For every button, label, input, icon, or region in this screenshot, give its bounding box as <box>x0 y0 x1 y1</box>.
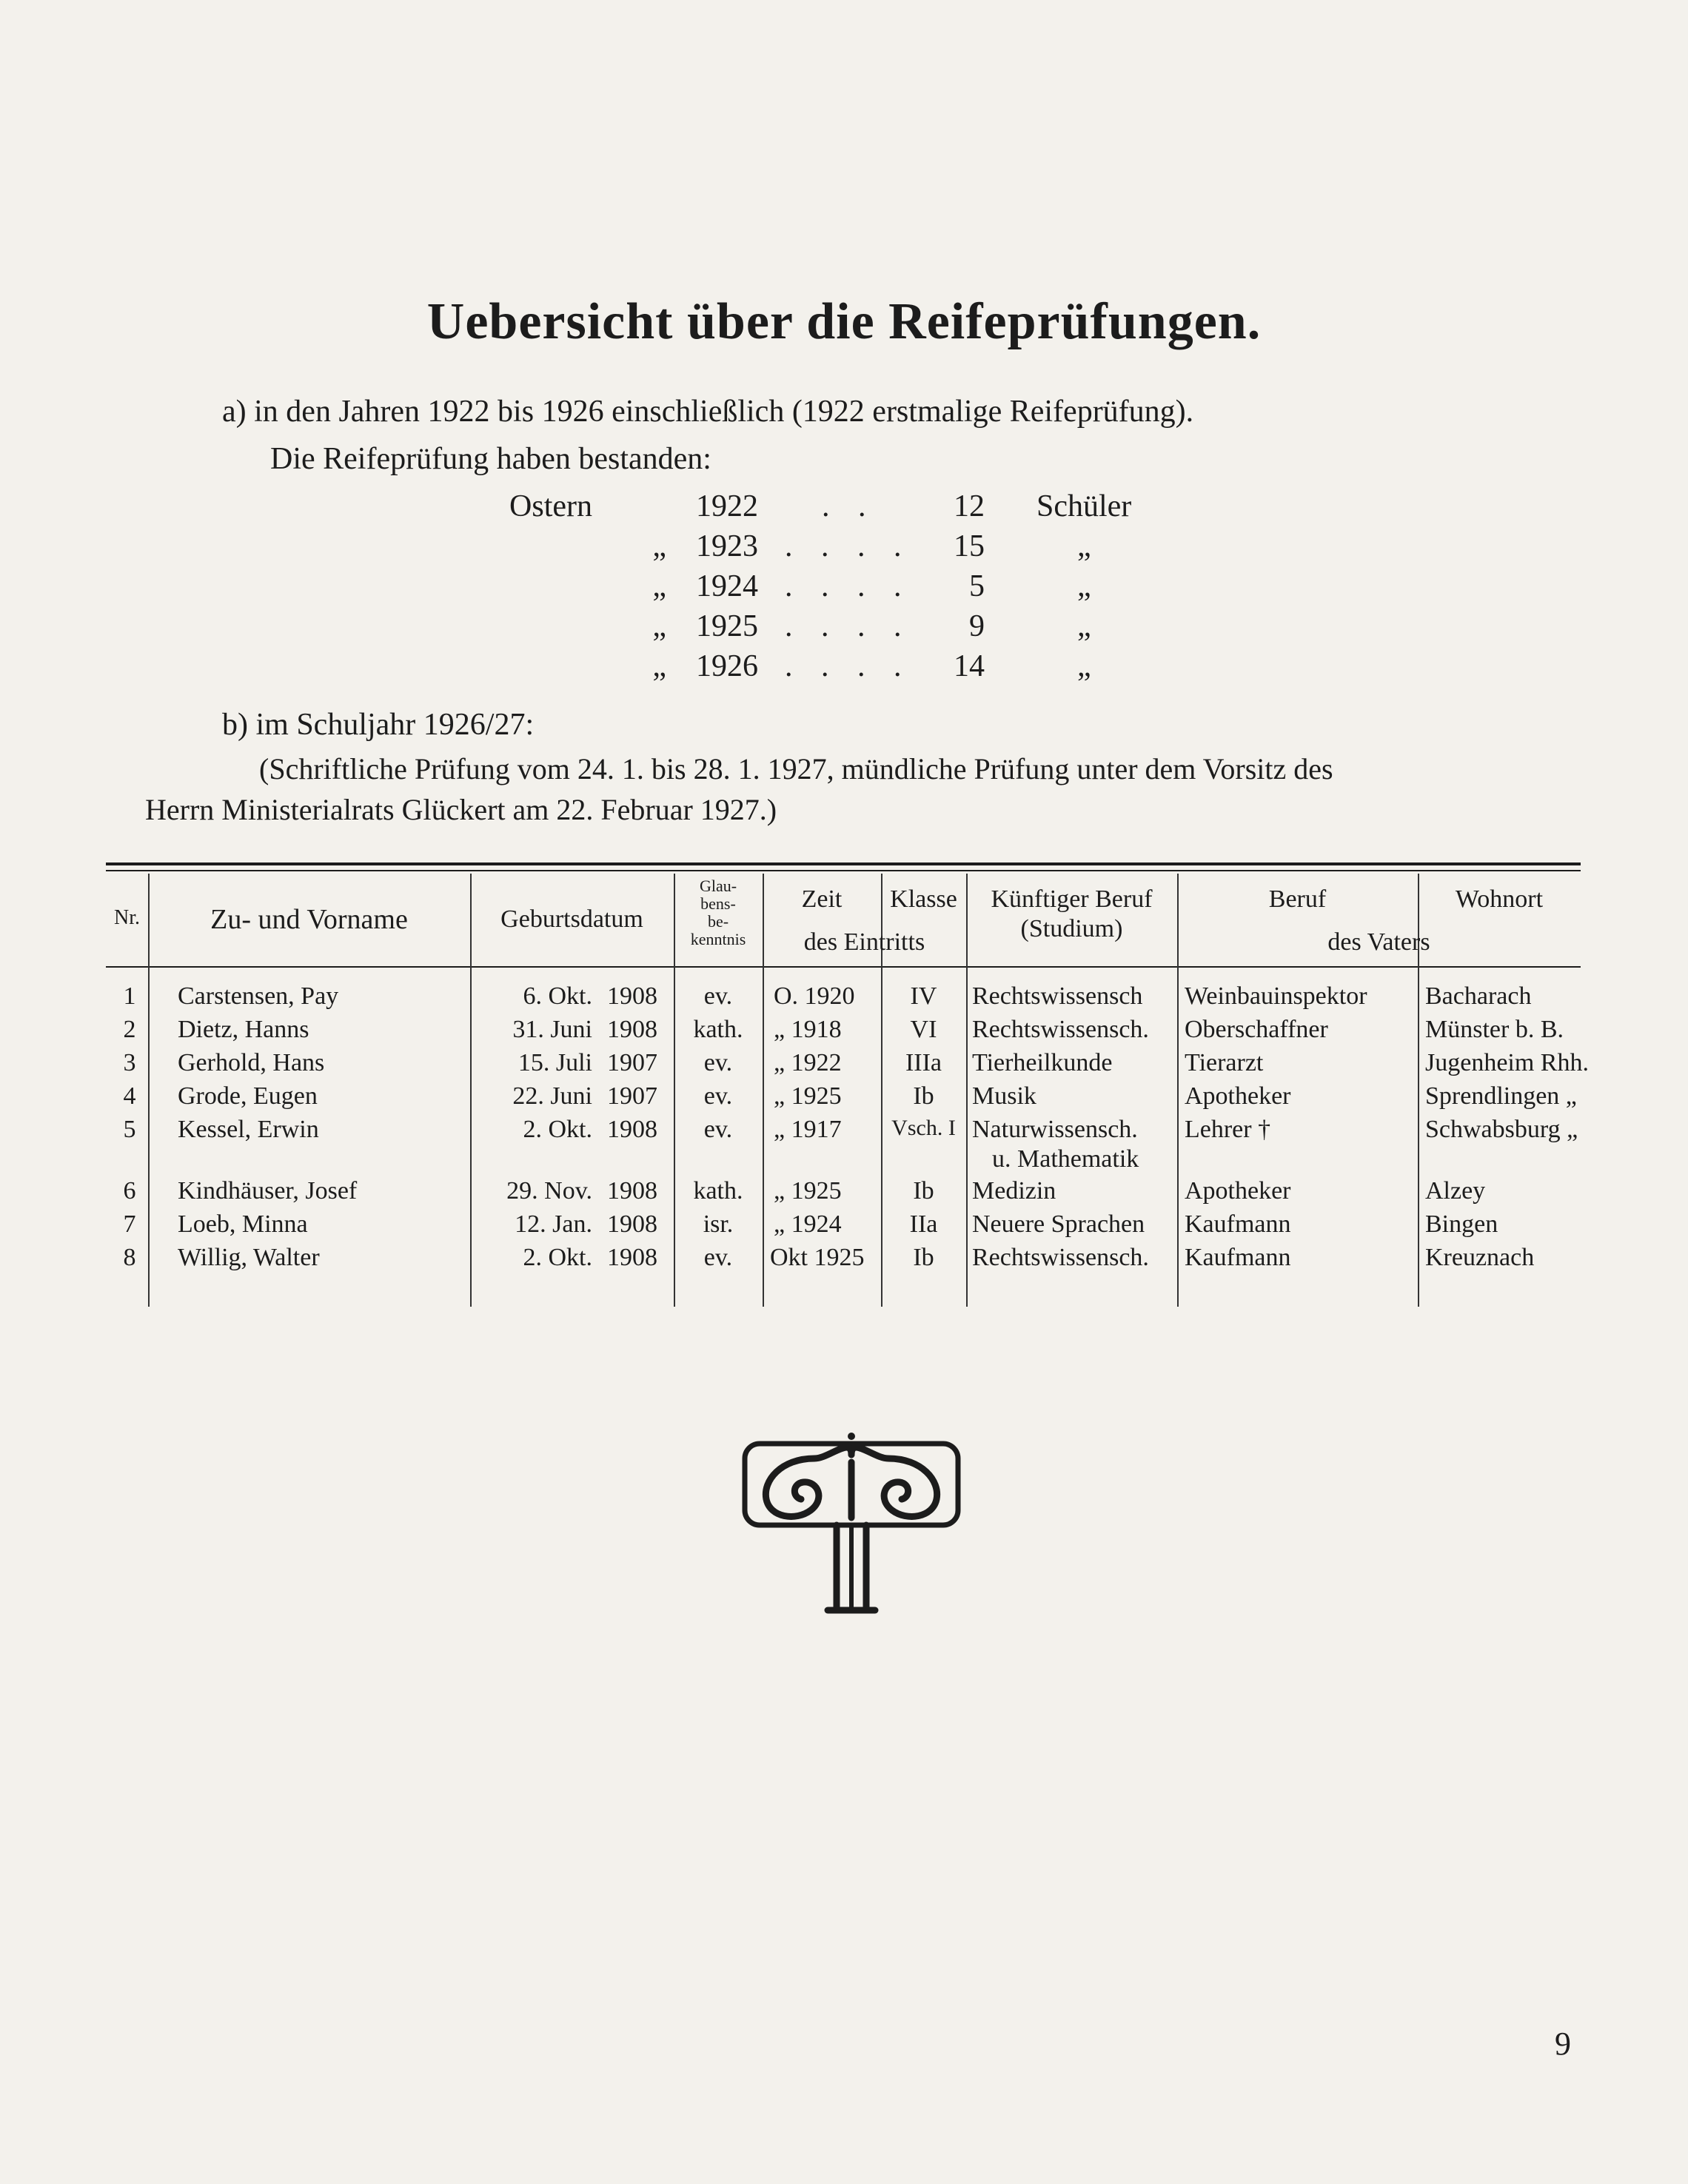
cell-faith: ev. <box>703 1049 733 1076</box>
cell-wohnort: Kreuznach <box>1425 1244 1535 1271</box>
cell-beruf: Apotheker <box>1185 1082 1291 1110</box>
cell-klasse: Vsch. I <box>891 1116 956 1140</box>
cell-klasse: IIIa <box>905 1049 942 1076</box>
header-nr: Nr. <box>114 906 140 929</box>
header-faith-line: Glau- <box>699 877 737 895</box>
cell-beruf: Oberschaffner <box>1185 1016 1328 1043</box>
table-top-rule-thin <box>106 870 1581 871</box>
cell-name: Loeb, Minna <box>178 1210 308 1238</box>
header-birth: Geburtsdatum <box>500 905 643 933</box>
cell-birth-year: 1908 <box>607 1244 657 1271</box>
header-zeit: Zeit <box>801 885 843 913</box>
cell-faith: ev. <box>703 1082 733 1110</box>
cell-wohnort: Sprendlingen „ <box>1425 1082 1577 1110</box>
page-title: Uebersicht über die Reifeprüfungen. <box>426 293 1262 350</box>
header-faith-line: kenntnis <box>690 930 746 948</box>
cell-wohnort: Jugenheim Rhh. <box>1425 1049 1589 1076</box>
column-divider <box>470 874 472 1307</box>
cell-name: Dietz, Hanns <box>178 1016 309 1043</box>
count-number: 9 <box>969 609 985 643</box>
count-year: 1926 <box>696 649 758 683</box>
cell-career: Rechtswissensch. <box>972 1016 1149 1043</box>
header-career-line: Künftiger Beruf <box>991 885 1153 913</box>
count-unit: „ <box>1077 609 1091 643</box>
cell-nr: 5 <box>123 1116 136 1143</box>
cell-career: Medizin <box>972 1177 1056 1205</box>
section-a-intro: Die Reifeprüfung haben bestanden: <box>270 442 711 476</box>
count-label: „ <box>652 649 666 683</box>
cell-zeit: O. 1920 <box>774 982 855 1010</box>
column-divider <box>148 874 150 1307</box>
header-name: Zu- und Vorname <box>210 904 408 935</box>
cell-faith: ev. <box>703 982 733 1010</box>
cell-beruf: Kaufmann <box>1185 1210 1291 1238</box>
count-year: 1922 <box>696 489 758 523</box>
header-faith-line: bens- <box>700 894 736 913</box>
count-year: 1925 <box>696 609 758 643</box>
cell-beruf: Weinbauinspektor <box>1185 982 1367 1010</box>
section-b-heading: b) im Schuljahr 1926/27: <box>222 708 535 742</box>
count-year: 1923 <box>696 529 758 563</box>
cell-klasse: IV <box>910 982 937 1010</box>
cell-name: Kindhäuser, Josef <box>178 1177 358 1205</box>
count-year: 1924 <box>696 569 758 603</box>
cell-zeit: „ 1925 <box>774 1082 842 1110</box>
cell-birth-day: 22. Juni <box>512 1082 592 1110</box>
cell-name: Carstensen, Pay <box>178 982 339 1010</box>
cell-klasse: Ib <box>913 1177 934 1205</box>
cell-career: Musik <box>972 1082 1036 1110</box>
cell-career: Rechtswissensch <box>972 982 1143 1010</box>
leader-dots: . . . . <box>785 609 912 643</box>
header-faith <box>674 877 763 948</box>
header-beruf: Beruf <box>1268 885 1327 913</box>
section-b-note-line1: (Schriftliche Prüfung vom 24. 1. bis 28. 1. 1927, mündliche Prüfung unter dem Vorsitz des <box>259 752 1333 785</box>
cell-wohnort: Alzey <box>1425 1177 1486 1205</box>
page-number: 9 <box>1555 2026 1571 2062</box>
leader-dots: . . <box>822 489 877 523</box>
section-b-note-line2: Herrn Ministerialrats Glückert am 22. Februar 1927.) <box>145 793 777 826</box>
count-number: 12 <box>954 489 985 523</box>
cell-faith: ev. <box>703 1116 733 1143</box>
cell-birth-day: 31. Juni <box>512 1016 592 1043</box>
cell-nr: 7 <box>123 1210 136 1238</box>
cell-wohnort: Bacharach <box>1425 982 1532 1010</box>
cell-faith: kath. <box>693 1177 743 1205</box>
header-faith-line: be- <box>707 912 729 931</box>
cell-birth-day: 29. Nov. <box>506 1177 592 1205</box>
cell-zeit: „ 1922 <box>774 1049 842 1076</box>
count-label: „ <box>652 529 666 563</box>
count-number: 15 <box>954 529 985 563</box>
cell-zeit: Okt 1925 <box>770 1244 865 1271</box>
cell-nr: 3 <box>123 1049 136 1076</box>
cell-nr: 8 <box>123 1244 136 1271</box>
table-header-rule <box>106 966 1581 968</box>
cell-zeit: „ 1925 <box>774 1177 842 1205</box>
cell-faith: ev. <box>703 1244 733 1271</box>
header-career <box>966 885 1177 944</box>
cell-beruf: Tierarzt <box>1185 1049 1264 1076</box>
cell-beruf: Lehrer † <box>1185 1116 1271 1143</box>
ornament-icon <box>740 1429 962 1621</box>
header-vater: des Vaters <box>1327 928 1430 956</box>
cell-zeit: „ 1917 <box>774 1116 842 1143</box>
count-unit: „ <box>1077 649 1091 683</box>
cell-birth-year: 1908 <box>607 982 657 1010</box>
cell-career: Neuere Sprachen <box>972 1210 1145 1238</box>
cell-birth-day: 15. Juli <box>518 1049 592 1076</box>
cell-birth-day: 6. Okt. <box>523 982 592 1010</box>
cell-faith: isr. <box>703 1210 734 1238</box>
cell-klasse: Ib <box>913 1082 934 1110</box>
cell-birth-year: 1908 <box>607 1177 657 1205</box>
cell-career: Rechtswissensch. <box>972 1244 1149 1271</box>
cell-wohnort: Münster b. B. <box>1425 1016 1564 1043</box>
cell-wohnort: Bingen <box>1425 1210 1498 1238</box>
leader-dots: . . . . <box>785 529 912 563</box>
cell-birth-year: 1907 <box>607 1049 657 1076</box>
count-number: 14 <box>954 649 985 683</box>
cell-birth-year: 1908 <box>607 1210 657 1238</box>
cell-faith: kath. <box>693 1016 743 1043</box>
cell-name: Gerhold, Hans <box>178 1049 325 1076</box>
cell-birth-year: 1908 <box>607 1116 657 1143</box>
count-number: 5 <box>969 569 985 603</box>
header-klasse: Klasse <box>890 885 957 913</box>
count-label: „ <box>652 609 666 643</box>
table-top-rule <box>106 862 1581 865</box>
cell-klasse: IIa <box>909 1210 938 1238</box>
cell-zeit: „ 1918 <box>774 1016 842 1043</box>
header-wohnort: Wohnort <box>1455 885 1544 913</box>
cell-name: Kessel, Erwin <box>178 1116 319 1143</box>
count-label: Ostern <box>509 489 592 523</box>
leader-dots: . . . . <box>785 569 912 603</box>
cell-birth-year: 1907 <box>607 1082 657 1110</box>
cell-beruf: Apotheker <box>1185 1177 1291 1205</box>
cell-birth-day: 2. Okt. <box>523 1244 592 1271</box>
cell-career-line2: u. Mathematik <box>992 1145 1139 1173</box>
cell-beruf: Kaufmann <box>1185 1244 1291 1271</box>
cell-name: Grode, Eugen <box>178 1082 318 1110</box>
header-career-line: (Studium) <box>1020 915 1123 942</box>
cell-nr: 2 <box>123 1016 136 1043</box>
cell-klasse: Ib <box>913 1244 934 1271</box>
cell-birth-day: 12. Jan. <box>515 1210 592 1238</box>
count-unit: „ <box>1077 569 1091 603</box>
cell-nr: 6 <box>123 1177 136 1205</box>
cell-zeit: „ 1924 <box>774 1210 842 1238</box>
section-a-heading: a) in den Jahren 1922 bis 1926 einschließlich (1922 erstmalige Reifeprüfung). <box>222 395 1194 429</box>
count-unit: „ <box>1077 529 1091 563</box>
cell-nr: 4 <box>123 1082 136 1110</box>
cell-nr: 1 <box>123 982 136 1010</box>
cell-wohnort: Schwabsburg „ <box>1425 1116 1578 1143</box>
cell-career: Tierheilkunde <box>972 1049 1113 1076</box>
count-unit: Schüler <box>1036 489 1132 523</box>
cell-klasse: VI <box>910 1016 937 1043</box>
cell-name: Willig, Walter <box>178 1244 320 1271</box>
cell-birth-year: 1908 <box>607 1016 657 1043</box>
count-label: „ <box>652 569 666 603</box>
cell-birth-day: 2. Okt. <box>523 1116 592 1143</box>
header-eintritt: des Eintritts <box>803 928 925 956</box>
cell-career: Naturwissensch. <box>972 1116 1138 1143</box>
leader-dots: . . . . <box>785 649 912 683</box>
